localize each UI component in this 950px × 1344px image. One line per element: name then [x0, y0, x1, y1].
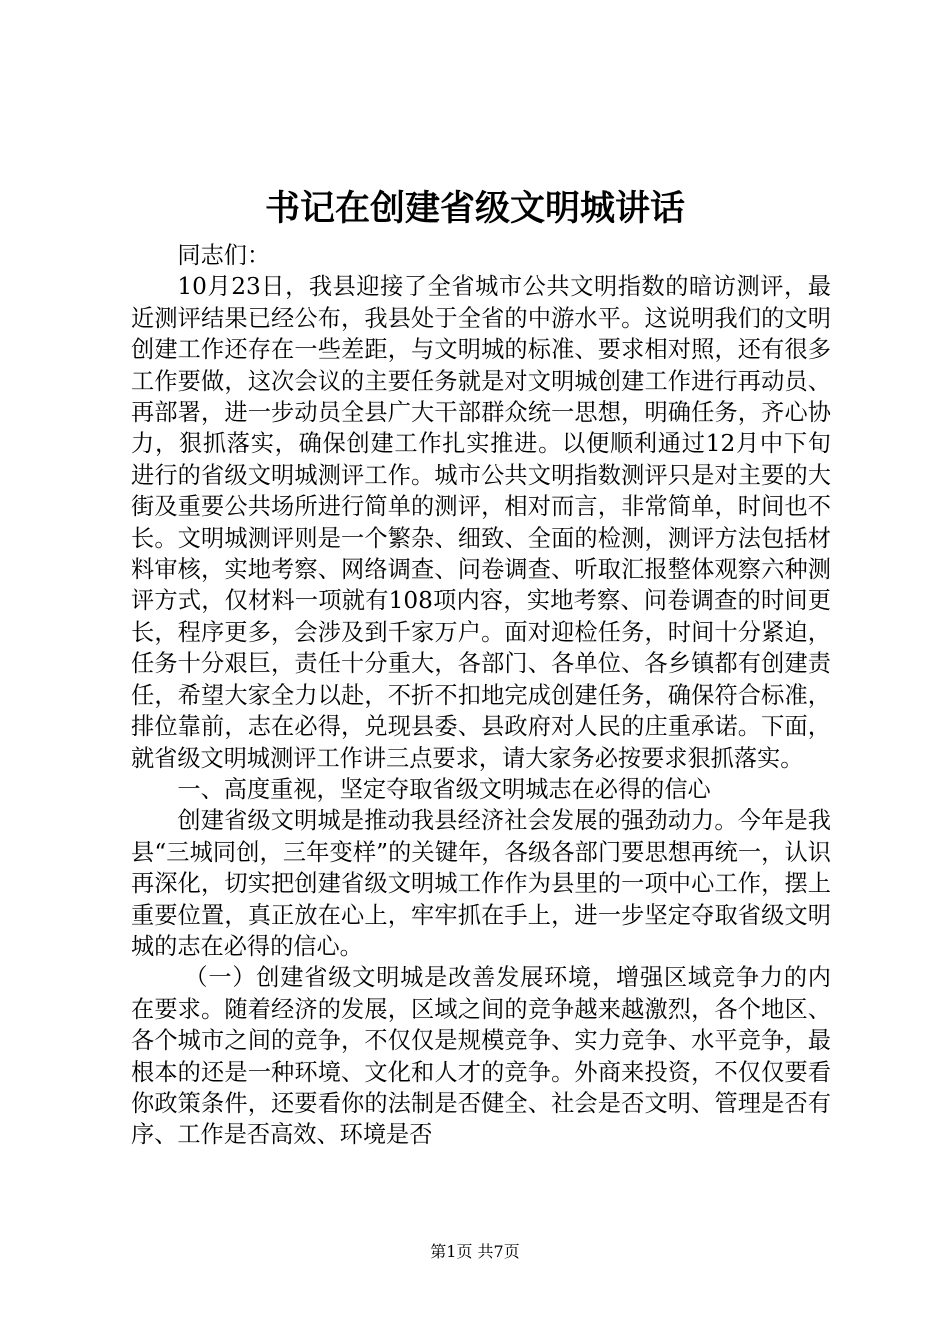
page-footer: 第1页 共7页: [430, 1242, 520, 1261]
document-body: [131, 240, 831, 1151]
section-1-paragraph: 创建省级文明城是推动我县经济社会发展的强劲动力。今年是我县“三城同创，三年变样”的关键年，各级各部门要思想再统一，认识再深化，切实把创建省级文明城工作作为县里的一项中心工作，摆上重要位置，真正放在心上，牢牢抓在手上，进一步坚定夺取省级文明城的志在必得的信心。: [131, 807, 831, 960]
intro-paragraph: 10月23日，我县迎接了全省城市公共文明指数的暗访测评，最近测评结果已经公布，我县处于全省的中游水平。这说明我们的文明创建工作还存在一些差距，与文明城的标准、要求相对照，还有很多工作要做，这次会议的主要任务就是对文明城创建工作进行再动员、再部署，进一步动员全县广大干部群众统一思想，明确任务，齐心协力，狠抓落实，确保创建工作扎实推进。以便顺利通过12月中下旬进行的省级文明城测评工作。城市公共文明指数测评只是对主要的大街及重要公共场所进行简单的测评，相对而言，非常简单，时间也不长。文明城测评则是一个繁杂、细致、全面的检测，测评方法包括材料审核，实地考察、网络调查、问卷调查、听取汇报整体观察六种测评方式，仅材料一项就有108项内容，实地考察、问卷调查的时间更长，程序更多，会涉及到千家万户。面对迎检任务，时间十分紧迫，任务十分艰巨，责任十分重大，各部门、各单位、各乡镇都有创建责任，希望大家全力以赴，不折不扣地完成创建任务，确保符合标准，排位靠前，志在必得，兑现县委、县政府对人民的庄重承诺。下面，就省级文明城测评工作讲三点要求，请大家务必按要求狠抓落实。: [131, 273, 831, 772]
subsection-1-paragraph: （一）创建省级文明城是改善发展环境，增强区域竞争力的内在要求。随着经济的发展，区域之间的竞争越来越激烈，各个地区、各个城市之间的竞争，不仅仅是规模竞争、实力竞争、水平竞争，最根本的还是一种环境、文化和人才的竞争。外商来投资，不仅仅要看你政策条件，还要看你的法制是否健全、社会是否文明、管理是否有序、工作是否高效、环境是否: [131, 964, 831, 1149]
greeting-paragraph: 同志们：: [177, 242, 271, 269]
document-title: 书记在创建省级文明城讲话: [264, 188, 685, 229]
section-heading-1: 一、高度重视，坚定夺取省级文明城志在必得的信心: [177, 775, 711, 803]
